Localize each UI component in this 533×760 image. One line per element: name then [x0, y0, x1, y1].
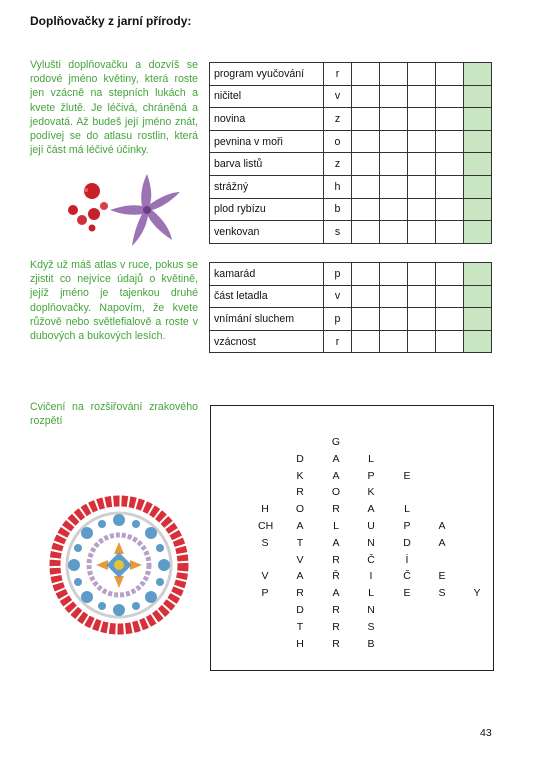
grid-letter: Ř: [332, 570, 340, 583]
crossword-given-letter: p: [324, 263, 352, 286]
answer-cell[interactable]: [380, 308, 408, 331]
puzzle-1-instructions: Vylušti doplňovačku a dozvíš se rodové jméno květiny, která roste jen vzácně na stepních lukách a kvete žlutě. Je léčivá, chráněná a jedovatá. Až budeš její jméno znát, podívej se do atlasu rostlin, která její část má léčivé účinky.: [30, 59, 198, 157]
grid-letter: R: [332, 503, 340, 516]
answer-cell[interactable]: [352, 221, 380, 244]
crossword-row: [210, 85, 492, 108]
crossword-row: [210, 153, 492, 176]
answer-cell[interactable]: [408, 308, 436, 331]
answer-cell[interactable]: [436, 175, 464, 198]
answer-cell[interactable]: [408, 63, 436, 86]
crossword-clue: část letadla: [210, 285, 324, 308]
answer-cell[interactable]: [436, 108, 464, 131]
answer-cell[interactable]: [436, 308, 464, 331]
crossword-row: [210, 263, 492, 286]
secret-answer-cell[interactable]: [464, 263, 492, 286]
grid-letter: K: [296, 469, 304, 482]
flower-illustration: [52, 168, 192, 248]
grid-letter: A: [438, 520, 446, 532]
answer-cell[interactable]: [380, 153, 408, 176]
answer-cell[interactable]: [408, 130, 436, 153]
grid-letter: R: [332, 620, 340, 633]
crossword-row: [210, 108, 492, 131]
grid-letter: G: [331, 436, 341, 448]
grid-letter: H: [261, 503, 269, 516]
crossword-row: [210, 330, 492, 353]
crossword-given-letter: h: [324, 175, 352, 198]
grid-letter: H: [296, 637, 304, 650]
answer-cell[interactable]: [352, 285, 380, 308]
letter-grid: [210, 405, 494, 671]
grid-letter: R: [332, 604, 340, 616]
grid-letter: Í: [405, 553, 409, 566]
secret-answer-cell[interactable]: [464, 330, 492, 353]
answer-cell[interactable]: [436, 263, 464, 286]
answer-cell[interactable]: [352, 330, 380, 353]
answer-cell[interactable]: [436, 285, 464, 308]
crossword-given-letter: z: [324, 108, 352, 131]
crossword-clue: strážný: [210, 175, 324, 198]
crossword-clue: barva listů: [210, 153, 324, 176]
crossword-clue: venkovan: [210, 221, 324, 244]
crossword-row: [210, 175, 492, 198]
grid-letter: N: [367, 536, 375, 549]
secret-answer-cell[interactable]: [464, 108, 492, 131]
answer-cell[interactable]: [352, 308, 380, 331]
grid-letter: CH: [258, 520, 274, 532]
grid-letter: A: [332, 452, 340, 465]
crossword-row: [210, 221, 492, 244]
crossword-row: [210, 308, 492, 331]
answer-cell[interactable]: [380, 285, 408, 308]
answer-cell[interactable]: [380, 130, 408, 153]
grid-letter: E: [403, 469, 411, 482]
answer-cell[interactable]: [436, 330, 464, 353]
answer-cell[interactable]: [408, 285, 436, 308]
grid-letter: L: [333, 520, 339, 532]
grid-letter: R: [296, 587, 304, 600]
answer-cell[interactable]: [408, 175, 436, 198]
grid-letter: P: [403, 520, 411, 532]
secret-answer-cell[interactable]: [464, 153, 492, 176]
crossword-given-letter: o: [324, 130, 352, 153]
grid-letter: A: [332, 536, 340, 549]
answer-cell[interactable]: [436, 85, 464, 108]
answer-cell[interactable]: [408, 198, 436, 221]
crossword-clue: novina: [210, 108, 324, 131]
crossword-given-letter: p: [324, 308, 352, 331]
grid-letter: A: [367, 503, 375, 516]
crossword-clue: ničitel: [210, 85, 324, 108]
puzzle-2-instructions: Když už máš atlas v ruce, pokus se zjistit co nejvíce údajů o květině, jejíž jméno je tajenkou druhé doplňovačky. Napovím, že kvete růžově nebo světlefialově a roste v dubových a bukových lesích.: [30, 259, 198, 343]
grid-letter: A: [332, 469, 340, 482]
secret-answer-cell[interactable]: [464, 285, 492, 308]
crossword-given-letter: v: [324, 85, 352, 108]
secret-answer-cell[interactable]: [464, 175, 492, 198]
grid-letter: L: [368, 587, 374, 600]
answer-cell[interactable]: [352, 153, 380, 176]
crossword-given-letter: r: [324, 63, 352, 86]
crossword-row: [210, 130, 492, 153]
answer-cell[interactable]: [408, 330, 436, 353]
grid-letter: Č: [367, 553, 375, 566]
grid-letter: T: [296, 620, 304, 633]
grid-letter: P: [261, 587, 269, 600]
answer-cell[interactable]: [436, 130, 464, 153]
crossword-2: [209, 262, 492, 353]
answer-cell[interactable]: [352, 175, 380, 198]
grid-letter: I: [369, 570, 373, 583]
grid-letter: N: [367, 604, 375, 616]
answer-cell[interactable]: [380, 85, 408, 108]
answer-cell[interactable]: [352, 130, 380, 153]
secret-answer-cell[interactable]: [464, 85, 492, 108]
answer-cell[interactable]: [380, 108, 408, 131]
answer-cell[interactable]: [380, 263, 408, 286]
grid-letter: D: [296, 452, 304, 465]
grid-letter: L: [368, 452, 374, 465]
answer-cell[interactable]: [352, 63, 380, 86]
grid-letter: E: [403, 587, 411, 600]
secret-answer-cell[interactable]: [464, 130, 492, 153]
grid-letter: R: [332, 553, 340, 566]
answer-cell[interactable]: [380, 63, 408, 86]
page-heading: Doplňovačky z jarní přírody:: [30, 14, 192, 28]
answer-cell[interactable]: [408, 263, 436, 286]
grid-letter: B: [367, 637, 375, 650]
grid-letter: A: [438, 536, 446, 549]
mandala-illustration: [48, 494, 190, 636]
answer-cell[interactable]: [408, 153, 436, 176]
grid-letter: S: [261, 536, 269, 549]
grid-letter: O: [295, 503, 305, 516]
answer-cell[interactable]: [352, 198, 380, 221]
grid-letter: U: [367, 520, 375, 532]
grid-letter: Y: [473, 587, 481, 600]
crossword-clue: vzácnost: [210, 330, 324, 353]
answer-cell[interactable]: [408, 85, 436, 108]
answer-cell[interactable]: [380, 198, 408, 221]
grid-letter: A: [296, 570, 304, 583]
crossword-clue: pevnina v moři: [210, 130, 324, 153]
grid-letter: Č: [403, 570, 411, 583]
grid-letter: L: [404, 503, 410, 516]
grid-letter: V: [296, 553, 304, 566]
grid-letter: D: [403, 536, 411, 549]
crossword-row: [210, 285, 492, 308]
grid-letter: E: [438, 570, 446, 583]
grid-letter: P: [367, 469, 375, 482]
crossword-given-letter: b: [324, 198, 352, 221]
answer-cell[interactable]: [380, 175, 408, 198]
crossword-row: [210, 198, 492, 221]
crossword-given-letter: s: [324, 221, 352, 244]
grid-letter: D: [296, 604, 304, 616]
answer-cell[interactable]: [408, 221, 436, 244]
answer-cell[interactable]: [352, 263, 380, 286]
secret-answer-cell[interactable]: [464, 308, 492, 331]
grid-letter: K: [367, 486, 375, 499]
answer-cell[interactable]: [408, 108, 436, 131]
secret-answer-cell[interactable]: [464, 221, 492, 244]
grid-letter: A: [332, 587, 340, 600]
grid-letter: R: [296, 486, 304, 499]
grid-letter: O: [331, 486, 341, 499]
answer-cell[interactable]: [380, 330, 408, 353]
crossword-1: [209, 62, 492, 244]
answer-cell[interactable]: [380, 221, 408, 244]
crossword-clue: plod rybízu: [210, 198, 324, 221]
secret-answer-cell[interactable]: [464, 63, 492, 86]
crossword-clue: kamarád: [210, 263, 324, 286]
crossword-given-letter: v: [324, 285, 352, 308]
grid-letter: V: [261, 570, 269, 583]
answer-cell[interactable]: [436, 63, 464, 86]
crossword-clue: vnímání sluchem: [210, 308, 324, 331]
crossword-given-letter: r: [324, 330, 352, 353]
grid-letter: T: [296, 536, 304, 549]
page-number: 43: [480, 727, 492, 739]
crossword-row: [210, 63, 492, 86]
crossword-clue: program vyučování: [210, 63, 324, 86]
answer-cell[interactable]: [352, 108, 380, 131]
exercise-title: Cvičení na rozšiřování zrakového rozpětí: [30, 401, 198, 428]
grid-letter: S: [367, 620, 375, 633]
grid-letter: S: [438, 587, 446, 600]
grid-letter: A: [296, 520, 304, 532]
crossword-given-letter: z: [324, 153, 352, 176]
secret-answer-cell[interactable]: [464, 198, 492, 221]
answer-cell[interactable]: [436, 221, 464, 244]
answer-cell[interactable]: [352, 85, 380, 108]
answer-cell[interactable]: [436, 153, 464, 176]
grid-letter: R: [332, 637, 340, 650]
answer-cell[interactable]: [436, 198, 464, 221]
